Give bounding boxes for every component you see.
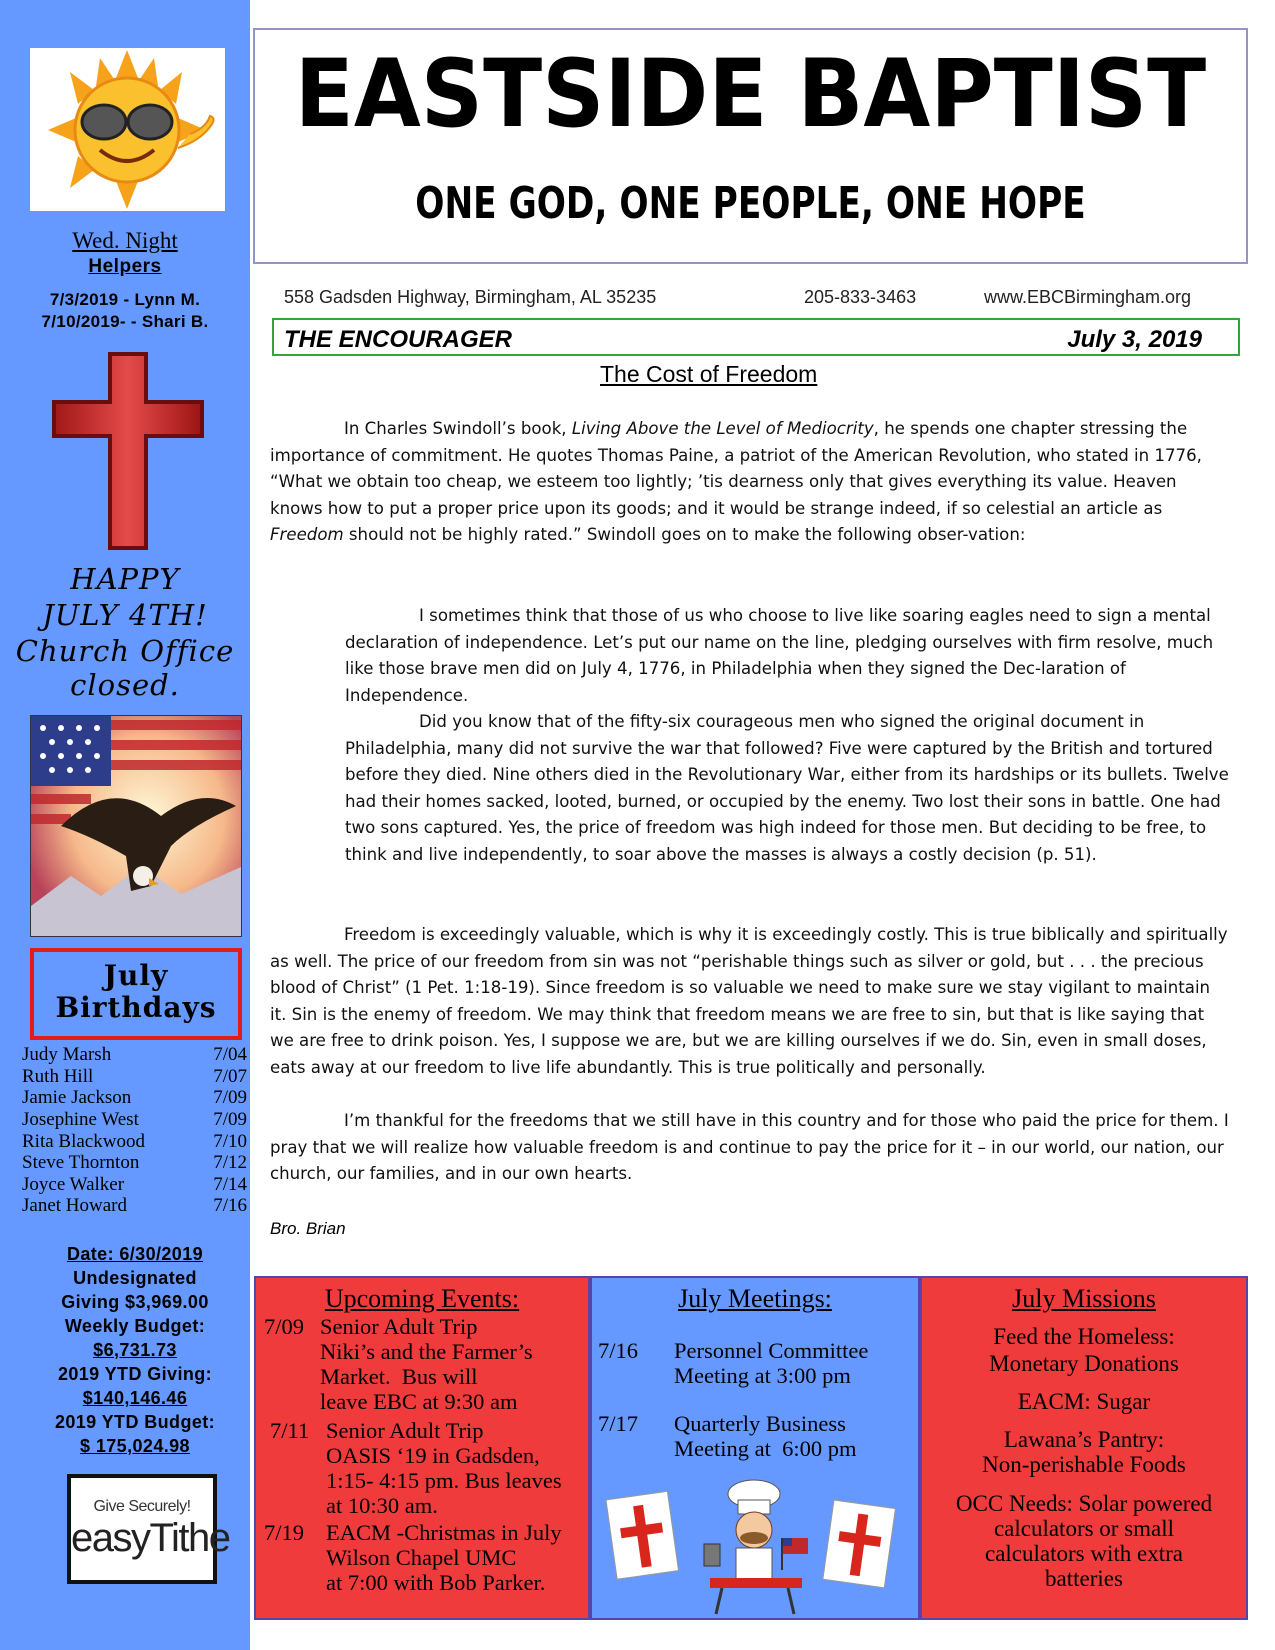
easytithe-button[interactable] — [67, 1474, 230, 1584]
tithe-tagline: Give Securely! — [93, 1498, 191, 1515]
helper-2: 7/10/2019- - Shari B. — [41, 312, 209, 331]
ytd-giving-value: $140,146.46 — [82, 1388, 188, 1408]
ytd-giving-label: 2019 YTD Giving: — [57, 1364, 213, 1384]
event-date: 7/11 — [270, 1418, 310, 1443]
helpers-title: Helpers — [88, 256, 162, 277]
july-meetings-box — [590, 1276, 920, 1620]
meeting-item — [598, 1338, 918, 1398]
birthday-row — [22, 1131, 247, 1153]
meeting-text: Personnel Committee Meeting at 3:00 pm — [674, 1338, 869, 1388]
birthday-name: Steve Thornton — [22, 1152, 140, 1173]
birthday-date: 7/09 — [213, 1087, 247, 1108]
birthday-date: 7/10 — [213, 1131, 247, 1152]
masthead — [253, 28, 1248, 264]
ytd-budget-label: 2019 YTD Budget: — [54, 1412, 216, 1432]
undesignated-label: Undesignated — [73, 1268, 197, 1288]
july-missions-box — [920, 1276, 1248, 1620]
church-website[interactable]: www.EBCBirmingham.org — [984, 287, 1192, 307]
birthday-date: 7/12 — [213, 1152, 247, 1173]
article-paragraph-3: I’m thankful for the freedoms that we still have in this country and for those who paid the price for them. I pray that we will realize how valuable freedom is and continue to pay the price for it – in our world, our nation, our church, our families, and in our own hearts. — [270, 1111, 1229, 1184]
birthday-row — [22, 1174, 247, 1196]
eagle-flag-image — [30, 715, 242, 937]
birthday-row — [22, 1087, 247, 1109]
birthday-date: 7/14 — [213, 1174, 247, 1195]
event-item — [264, 1520, 590, 1600]
mission-line: calculators or small — [993, 1516, 1175, 1541]
church-name: EASTSIDE BAPTIST — [294, 40, 1207, 149]
church-phone: 205-833-3463 — [804, 287, 917, 307]
events-title: Upcoming Events: — [324, 1284, 520, 1313]
mission-line: Non-perishable Foods — [982, 1452, 1186, 1477]
birthday-row — [22, 1152, 247, 1174]
event-date: 7/09 — [264, 1314, 305, 1339]
meeting-text: Quarterly Business Meeting at 6:00 pm — [674, 1411, 857, 1461]
upcoming-events-box — [254, 1276, 590, 1620]
birthday-date: 7/16 — [213, 1195, 247, 1216]
event-text: Senior Adult Trip OASIS ‘19 in Gadsden, 1:15- 4:15 pm. Bus leaves at 10:30 am. — [326, 1418, 562, 1518]
event-date: 7/19 — [264, 1520, 305, 1545]
birthdays-title-box — [30, 948, 242, 1040]
tithe-logo-text: easyTithe — [71, 1516, 230, 1560]
chef-with-crosses-icon — [592, 1478, 918, 1618]
mission-line: EACM: Sugar — [1017, 1389, 1151, 1414]
article-paragraph-1: In Charles Swindoll’s book, Living Above the Level of Mediocrity, he spends one chapter stressing the importance of commitment. He quotes Thomas Paine, a patriot of the American Revolution, who stated in 1776, “What we obtain too cheap, we esteem too lightly; ’tis dearness only that gives everything its value. Heaven knows how to put a proper price upon its goods; and it would be strange indeed, if so celestial an article as Freedom should not be highly rated.” Swindoll goes on to make the following obser-vation: — [270, 419, 1202, 545]
holiday-line-4: closed. — [70, 668, 180, 702]
birthday-name: Rita Blackwood — [22, 1131, 145, 1152]
mission-line: Monetary Donations — [989, 1351, 1179, 1376]
meeting-item — [598, 1411, 918, 1471]
missions-title: July Missions — [1012, 1284, 1156, 1313]
birthday-row — [22, 1044, 247, 1066]
birthday-row — [22, 1195, 247, 1217]
sun-with-sunglasses-icon — [30, 48, 225, 211]
birthday-row — [22, 1109, 247, 1131]
wed-night-title: Wed. Night — [72, 228, 178, 253]
meeting-date: 7/16 — [598, 1338, 639, 1363]
holiday-line-1: HAPPY — [70, 562, 180, 596]
mission-line: batteries — [1045, 1566, 1123, 1591]
birthday-row — [22, 1066, 247, 1088]
church-motto: ONE GOD, ONE PEOPLE, ONE HOPE — [415, 178, 1086, 229]
event-item — [264, 1314, 584, 1418]
newsletter-name: THE ENCOURAGER — [284, 326, 513, 353]
newsletter-banner — [272, 318, 1240, 356]
article-title: The Cost of Freedom — [600, 361, 818, 387]
birthdays-title-line-2: Birthdays — [55, 991, 217, 1024]
red-cross-icon — [48, 352, 208, 552]
mission-line: OCC Needs: Solar powered — [955, 1491, 1213, 1516]
birthday-date: 7/09 — [213, 1109, 247, 1130]
birthday-date: 7/07 — [213, 1066, 247, 1087]
mission-line: Feed the Homeless: — [993, 1324, 1175, 1349]
sidebar — [0, 0, 250, 1650]
birthday-name: Judy Marsh — [22, 1044, 112, 1065]
undesignated-giving: Giving $3,969.00 — [61, 1292, 209, 1312]
event-item — [270, 1418, 590, 1522]
newsletter-date: July 3, 2019 — [1067, 326, 1202, 353]
weekly-budget-value: $6,731.73 — [93, 1340, 177, 1360]
ytd-budget-value: $ 175,024.98 — [80, 1436, 190, 1456]
birthday-name: Josephine West — [22, 1109, 139, 1130]
birthday-name: Ruth Hill — [22, 1066, 94, 1087]
holiday-line-2: JULY 4TH! — [42, 598, 208, 632]
giving-date: Date: 6/30/2019 — [66, 1244, 204, 1264]
event-text: Senior Adult Trip Niki’s and the Farmer’s Market. Bus will leave EBC at 9:30 am — [320, 1314, 533, 1414]
holiday-line-3: Church Office — [15, 634, 235, 668]
meetings-title: July Meetings: — [678, 1284, 832, 1313]
article-quote-2: Did you know that of the fifty-six courageous men who signed the original document in Philadelphia, many did not survive the war that followed? Five were captured by the British and tortured before they died. Nine others died in the Revolutionary War, either from its hardships or its bullets. Twelve had their homes sacked, looted, burned, or occupied by the enemy. Two lost their sons in battle. One had two sons captured. Yes, the price of freedom was high indeed for those men. But deciding to be free, to think and live independently, to soar above the masses is always a costly decision (p. 51). — [345, 712, 1229, 864]
birthday-name: Joyce Walker — [22, 1174, 125, 1195]
helper-1: 7/3/2019 - Lynn M. — [49, 290, 201, 309]
weekly-budget-label: Weekly Budget: — [64, 1316, 206, 1336]
article-quote-1: I sometimes think that those of us who choose to live like soaring eagles need to sign a mental declaration of independence. Let’s put our name on the line, pledging ourselves with firm resolve, much like those brave men did on July 4, 1776, in Philadelphia when they signed the Dec-laration of Independence. — [345, 606, 1214, 705]
event-text: EACM -Christmas in July Wilson Chapel UMC at 7:00 with Bob Parker. — [326, 1520, 562, 1595]
birthday-date: 7/04 — [213, 1044, 247, 1065]
mission-line: Lawana’s Pantry: — [1003, 1427, 1165, 1452]
article-signoff: Bro. Brian — [270, 1219, 346, 1238]
meeting-date: 7/17 — [598, 1411, 639, 1436]
birthday-name: Janet Howard — [22, 1195, 127, 1216]
birthdays-title-line-1: July — [103, 959, 169, 992]
birthday-name: Jamie Jackson — [22, 1087, 132, 1108]
article-paragraph-2: Freedom is exceedingly valuable, which is why it is exceedingly costly. This is true biblically and spiritually as well. The price of our freedom from sin was not “perishable things such as silver or gold, but . . . the precious blood of Christ” (1 Pet. 1:18-19). Since freedom is so valuable we need to make sure we stay vigilant to maintain it. Sin is the enemy of freedom. We may think that freedom means we are free to sin, but that is like saying that we are free to drink poison. Yes, I suppose we are, but we are killing ourselves if we do. Sin, even in small doses, eats away at our freedom to live life abundantly. This is true politically and personally. — [270, 925, 1228, 1077]
church-address: 558 Gadsden Highway, Birmingham, AL 35235 — [284, 287, 657, 307]
mission-line: calculators with extra — [985, 1541, 1183, 1566]
